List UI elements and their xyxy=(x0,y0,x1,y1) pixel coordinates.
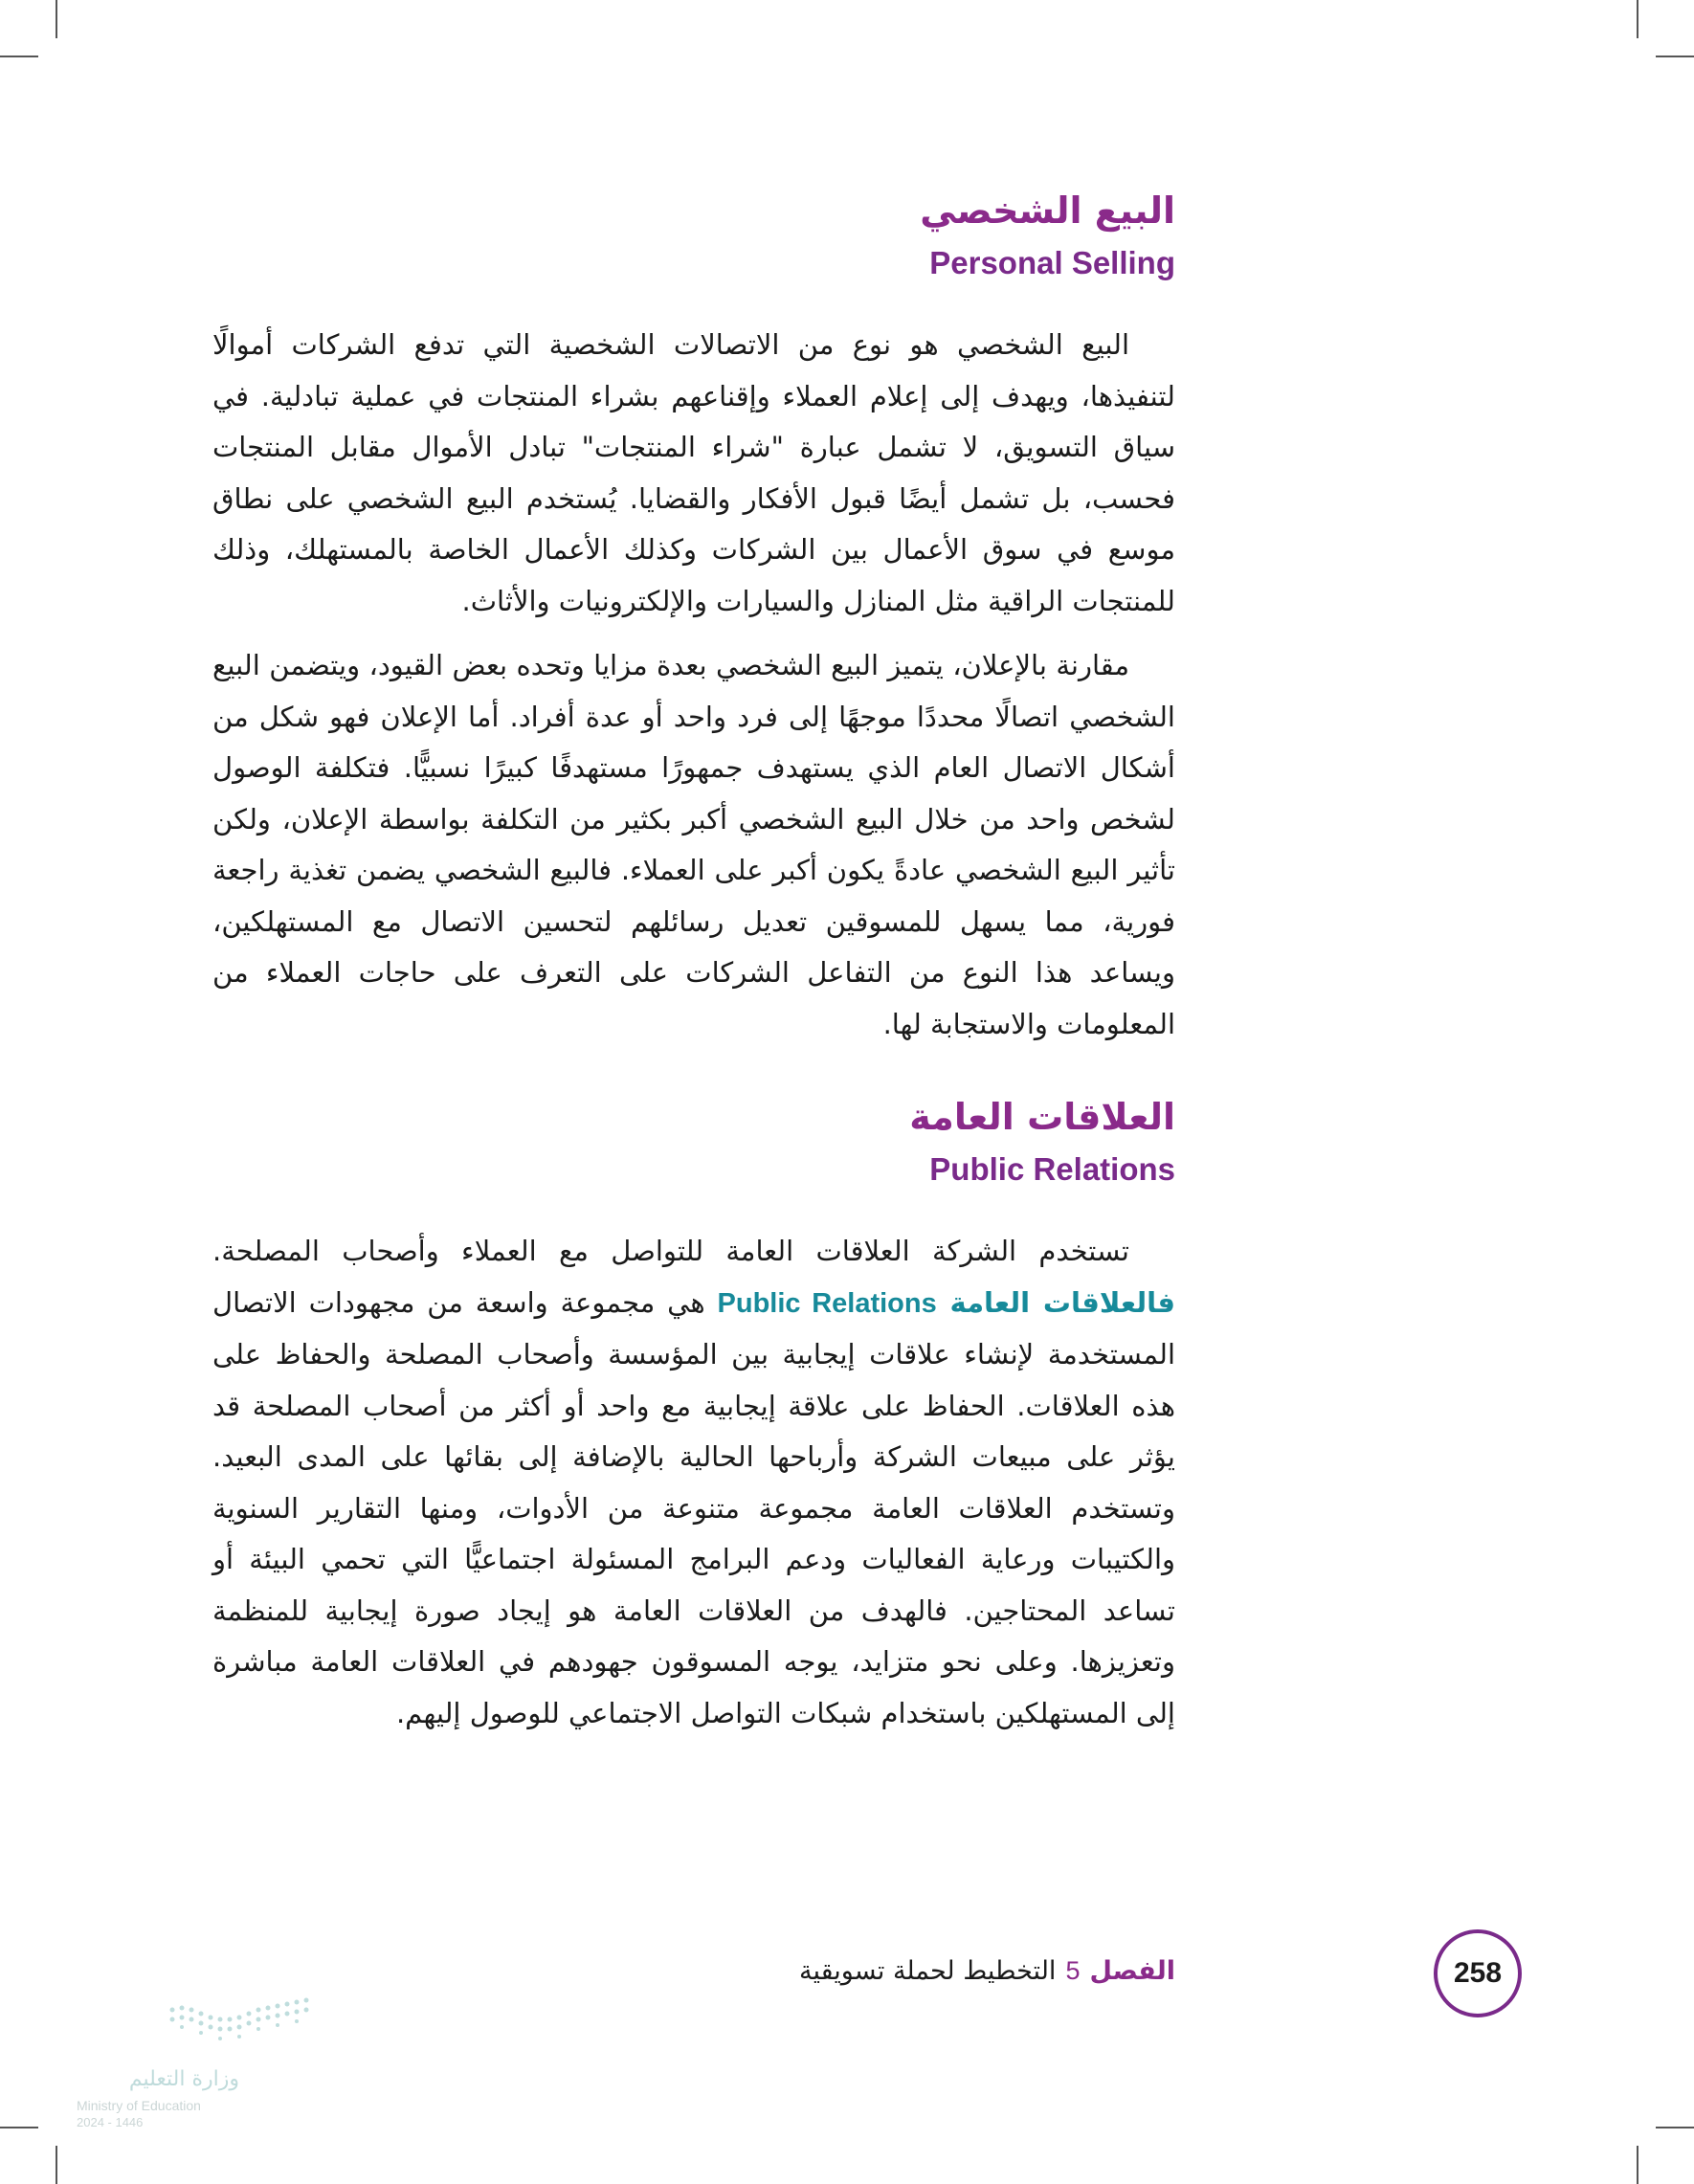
page-content xyxy=(212,182,1175,1752)
paragraph xyxy=(212,1226,1175,1739)
section-title-personal-selling-en: Personal Selling xyxy=(929,245,1175,280)
crop-mark xyxy=(0,2127,38,2128)
ministry-name-en: Ministry of Education xyxy=(77,2098,201,2113)
crop-mark xyxy=(1656,56,1694,57)
term-highlight xyxy=(718,1286,1176,1319)
term-ar: فالعلاقات العامة xyxy=(949,1285,1176,1319)
ministry-name-ar: وزارة التعليم xyxy=(128,2067,239,2091)
crop-mark xyxy=(56,0,57,38)
paragraph: البيع الشخصي هو نوع من الاتصالات الشخصية التي تدفع الشركات أموالًا لتنفيذها، ويهدف إلى إعلام العملاء وإقناعهم بشراء المنتجات في عملية تبادلية. في سياق التسويق، لا تشمل عبارة "شراء المنتجات" تبادل الأموال مقابل المنتجات فحسب، بل تشمل أيضًا قبول الأفكار والقضايا. يُستخدم البيع الشخصي على نطاق موسع في سوق الأعمال بين الشركات وكذلك الأعمال الخاصة بالمستهلك، وذلك للمنتجات الراقية مثل المنازل والسيارات والإلكترونيات والأثاث. xyxy=(212,328,1175,617)
page-number: 258 xyxy=(1434,1929,1522,2017)
crop-mark xyxy=(0,56,38,57)
crop-mark xyxy=(1656,2127,1694,2128)
ministry-year: 2024 - 1446 xyxy=(77,2115,144,2129)
crop-mark xyxy=(1637,0,1638,38)
chapter-footer xyxy=(670,1956,1175,1986)
section-title-personal-selling-ar: البيع الشخصي xyxy=(920,189,1175,232)
section-title-public-relations-ar: العلاقات العامة xyxy=(909,1096,1175,1138)
ministry-logo-icon xyxy=(163,1991,316,2048)
crop-mark xyxy=(56,2146,57,2184)
ministry-watermark xyxy=(77,1991,325,2129)
section-title-public-relations-en: Public Relations xyxy=(929,1151,1175,1187)
chapter-label: الفصل xyxy=(1089,1956,1175,1986)
paragraph-text: تستخدم الشركة العلاقات العامة للتواصل مع العملاء وأصحاب المصلحة. xyxy=(212,1235,1129,1267)
term-en: Public Relations xyxy=(717,1287,937,1319)
crop-mark xyxy=(1637,2146,1638,2184)
paragraph: مقارنة بالإعلان، يتميز البيع الشخصي بعدة مزايا وتحده بعض القيود، ويتضمن البيع الشخصي اتصالًا محددًا موجهًا إلى فرد واحد أو عدة أفراد. أما الإعلان فهو شكل من أشكال الاتصال العام الذي يستهدف جمهورًا مستهدفًا كبيرًا نسبيًّا. فتكلفة الوصول لشخص واحد من خلال البيع الشخصي أكبر بكثير من التكلفة بواسطة الإعلان، ولكن تأثير البيع الشخصي عادةً يكون أكبر على العملاء. فالبيع الشخصي يضمن تغذية راجعة فورية، مما يسهل للمسوقين تعديل رسائلهم لتحسين الاتصال مع المستهلكين، ويساعد هذا النوع من التفاعل الشركات على التعرف على حاجات العملاء من المعلومات والاستجابة لها. xyxy=(212,649,1175,1040)
chapter-number: 5 xyxy=(1065,1956,1081,1985)
chapter-title: التخطيط لحملة تسويقية xyxy=(799,1956,1057,1986)
paragraph-text: هي مجموعة واسعة من مجهودات الاتصال المستخدمة لإنشاء علاقات إيجابية بين المؤسسة وأصحاب المصلحة والحفاظ على هذه العلاقات. الحفاظ على علاقة إيجابية مع واحد أو أكثر من أصحاب المصلحة قد يؤثر على مبيعات الشركة وأرباحها الحالية بالإضافة إلى بقائها على المدى البعيد. وتستخدم العلاقات العامة مجموعة متنوعة من الأدوات، ومنها التقارير السنوية والكتيبات ورعاية الفعاليات ودعم البرامج المسئولة اجتماعيًّا التي تحمي البيئة أو تساعد المحتاجين. فالهدف من العلاقات العامة هو إيجاد صورة إيجابية للمنظمة وتعزيزها. وعلى نحو متزايد، يوجه المسوقون جهودهم في العلاقات العامة مباشرة إلى المستهلكين باستخدام شبكات التواصل الاجتماعي للوصول إليهم. xyxy=(212,1285,1175,1729)
